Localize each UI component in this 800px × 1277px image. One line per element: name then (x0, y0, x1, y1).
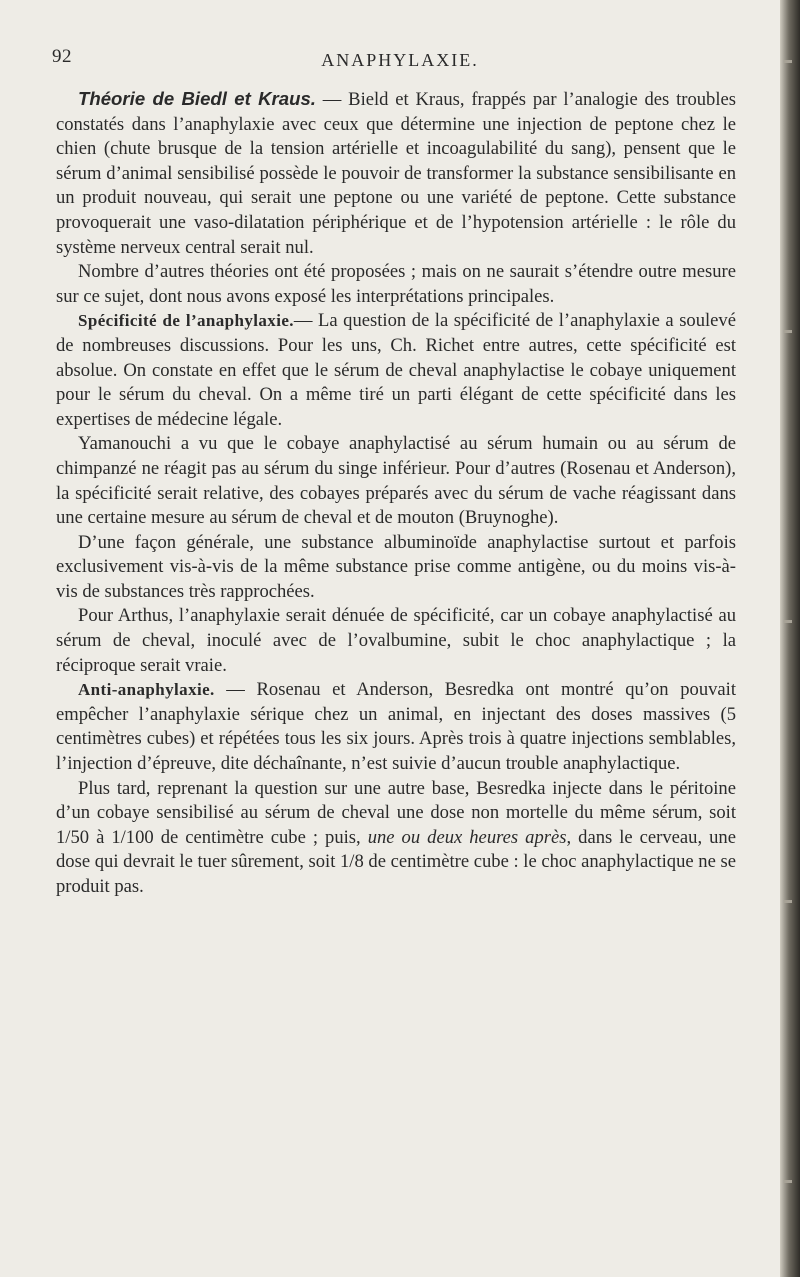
italic-phrase: une ou deux heures après (367, 826, 567, 848)
section-heading-specificite: Spécificité de l’anaphylaxie. (78, 311, 294, 331)
spine-mark (784, 1180, 792, 1183)
section-heading-anti-anaphylaxie: Anti-anaphylaxie. (78, 680, 215, 700)
page-number: 92 (52, 46, 72, 67)
paragraph-specificite (56, 309, 736, 432)
section-heading-theorie: Théorie de Biedl et Kraus. (78, 88, 316, 109)
paragraph-autres-theories: Nombre d’autres théories ont été proposées ; mais on ne saurait s’étendre outre mesure sur ce sujet, dont nous avons exposé les interprétations principales. (56, 261, 736, 307)
paragraph-text: , dans le cerveau, une dose qui devrait le tuer sûrement, soit 1/8 de centimètre cube : le choc anaphylactique ne se produit pas. (56, 826, 736, 897)
spine-mark (784, 900, 792, 903)
book-spine-edge (780, 0, 800, 1277)
paragraph-besredka (56, 777, 736, 900)
paragraph-arthus: Pour Arthus, l’anaphylaxie serait dénuée de spécificité, car un cobaye anaphylactisé au sérum de cheval, inoculé avec de l’ovalbumine, subit le choc anaphylactique ; la réciproque serait vraie. (56, 605, 736, 676)
spine-mark (784, 60, 792, 63)
paragraph-text: — Bield et Kraus, frappés par l’analogie des troubles constatés dans l’anaphylaxie avec ceux que détermine une injection de peptone chez le chien (chute brusque de la tension artérielle et incoagulabilité du sang), pensent que le sérum d’animal sensibilisé possède le pouvoir de transformer la substance sensibilisante en un produit nouveau, qui serait une peptone ou une variété de peptone. Cette substance provoquerait une vaso-dilatation périphérique et de l’hypotension artérielle : le rôle du système nerveux central serait nul. (56, 89, 736, 258)
running-head: ANAPHYLAXIE. (321, 50, 479, 70)
spine-mark (784, 620, 792, 623)
paragraph-text: — Rosenau et Anderson, Besredka ont montré qu’on pouvait empêcher l’anaphylaxie sérique chez un animal, en injectant des doses massives (5 centimètres cubes) et répétées tous les six jours. Après trois à quatre injections semblables, l’injection d’épreuve, dite déchaînante, n’est suivie d’aucun trouble anaphylactique. (56, 679, 736, 775)
paragraph-theorie-biedl-kraus (56, 87, 736, 260)
paragraph-yamanouchi: Yamanouchi a vu que le cobaye anaphylactisé au sérum humain ou au sérum de chimpanzé ne réagit pas au sérum du singe inférieur. Pour d’autres (Rosenau et Anderson), la spécificité serait relative, des cobayes préparés avec du sérum de vache réagissant dans une certaine mesure au sérum de cheval et de mouton (Bruynoghe). (56, 433, 736, 529)
paragraph-anti-anaphylaxie (56, 678, 736, 776)
text-block (56, 87, 736, 900)
spine-mark (784, 330, 792, 333)
paragraph-facon-generale: D’une façon générale, une substance albuminoïde anaphylactise surtout et parfois exclusivement vis-à-vis de la même substance prise comme antigène, ou du moins vis-à-vis de substances très rapprochées. (56, 531, 736, 602)
paragraph-text: — La question de la spécificité de l’anaphylaxie a soulevé de nombreuses discussions. Pour les uns, Ch. Richet entre autres, cette spécificité est absolue. On constate en effet que le sérum de cheval anaphylactise le cobaye uniquement pour le sérum du cheval. On a même tiré un parti élégant de cette spécificité dans les expertises de médecine légale. (56, 310, 736, 430)
paragraph-text: Plus tard, reprenant la question sur une autre base, Besredka injecte dans le péritoine d’un cobaye sensibilisé au sérum de cheval une dose non mortelle du même sérum, soit 1/50 à 1/100 de centimètre cube ; puis, (56, 777, 736, 848)
